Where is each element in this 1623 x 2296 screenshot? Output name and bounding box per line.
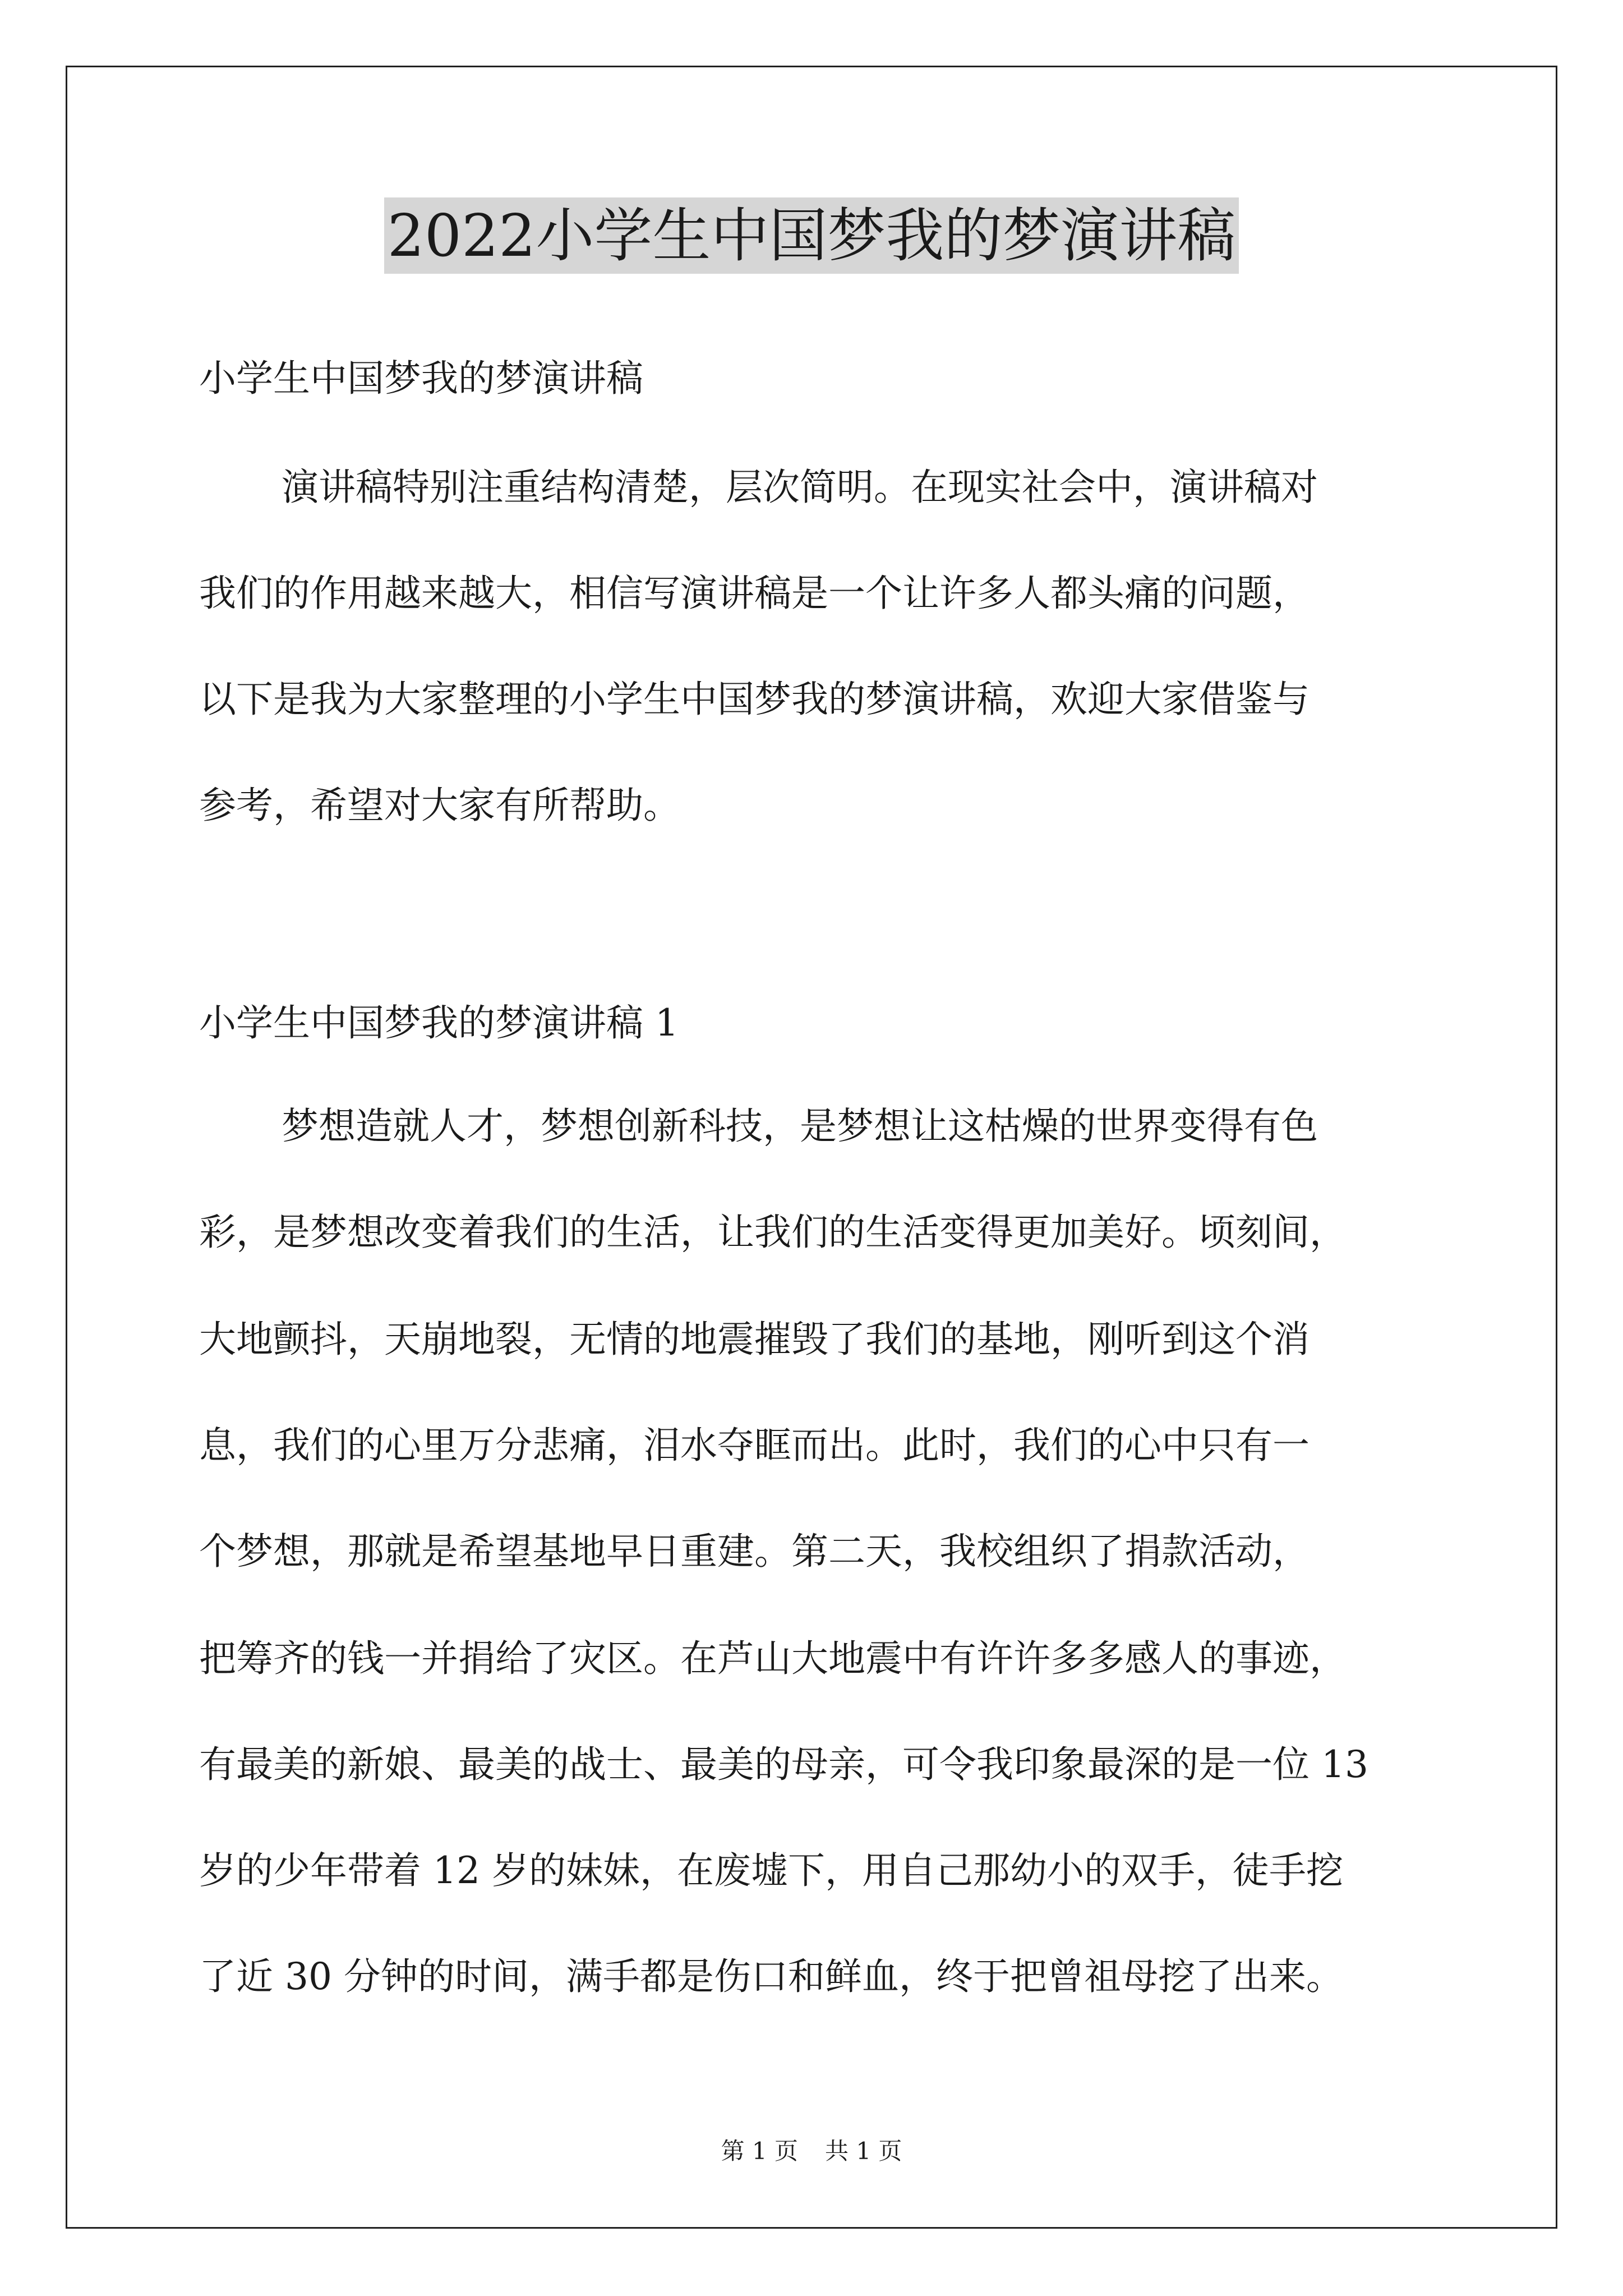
document-title: 2022小学生中国梦我的梦演讲稿 xyxy=(384,197,1239,274)
body-line-8: 岁的少年带着 12 岁的妹妹，在废墟下，用自己那幼小的双手，徒手挖 xyxy=(199,1849,1343,1892)
intro-line-4: 参考，希望对大家有所帮助。 xyxy=(199,784,680,827)
body-line-1: 梦想造就人才，梦想创新科技，是梦想让这枯燥的世界变得有色 xyxy=(282,1105,1318,1148)
body-line-5: 个梦想，那就是希望基地早日重建。第二天，我校组织了捐款活动， xyxy=(199,1530,1310,1573)
body-line-4: 息，我们的心里万分悲痛，泪水夺眶而出。此时，我们的心中只有一 xyxy=(199,1424,1310,1467)
body-line-3: 大地颤抖，天崩地裂，无情的地震摧毁了我们的基地，刚听到这个消 xyxy=(199,1318,1310,1361)
intro-line-1: 演讲稿特别注重结构清楚，层次简明。在现实社会中，演讲稿对 xyxy=(282,466,1318,509)
page-footer xyxy=(0,2136,1623,2167)
intro-line-3: 以下是我为大家整理的小学生中国梦我的梦演讲稿，欢迎大家借鉴与 xyxy=(199,678,1310,721)
body-line-6: 把筹齐的钱一并捐给了灾区。在芦山大地震中有许许多多感人的事迹， xyxy=(199,1637,1347,1680)
body-line-9: 了近 30 分钟的时间，满手都是伤口和鲜血，终于把曾祖母挖了出来。 xyxy=(199,1955,1343,1998)
subheading: 小学生中国梦我的梦演讲稿 xyxy=(199,357,643,400)
section-heading: 小学生中国梦我的梦演讲稿 1 xyxy=(199,1001,679,1045)
title-container xyxy=(0,197,1623,274)
intro-line-2: 我们的作用越来越大，相信写演讲稿是一个让许多人都头痛的问题， xyxy=(199,572,1310,615)
body-line-2: 彩，是梦想改变着我们的生活，让我们的生活变得更加美好。顷刻间， xyxy=(199,1211,1347,1254)
page-number: 第 1 页 xyxy=(721,2137,798,2165)
body-line-7: 有最美的新娘、最美的战士、最美的母亲，可令我印象最深的是一位 13 xyxy=(199,1743,1368,1786)
page-total: 共 1 页 xyxy=(825,2137,902,2165)
